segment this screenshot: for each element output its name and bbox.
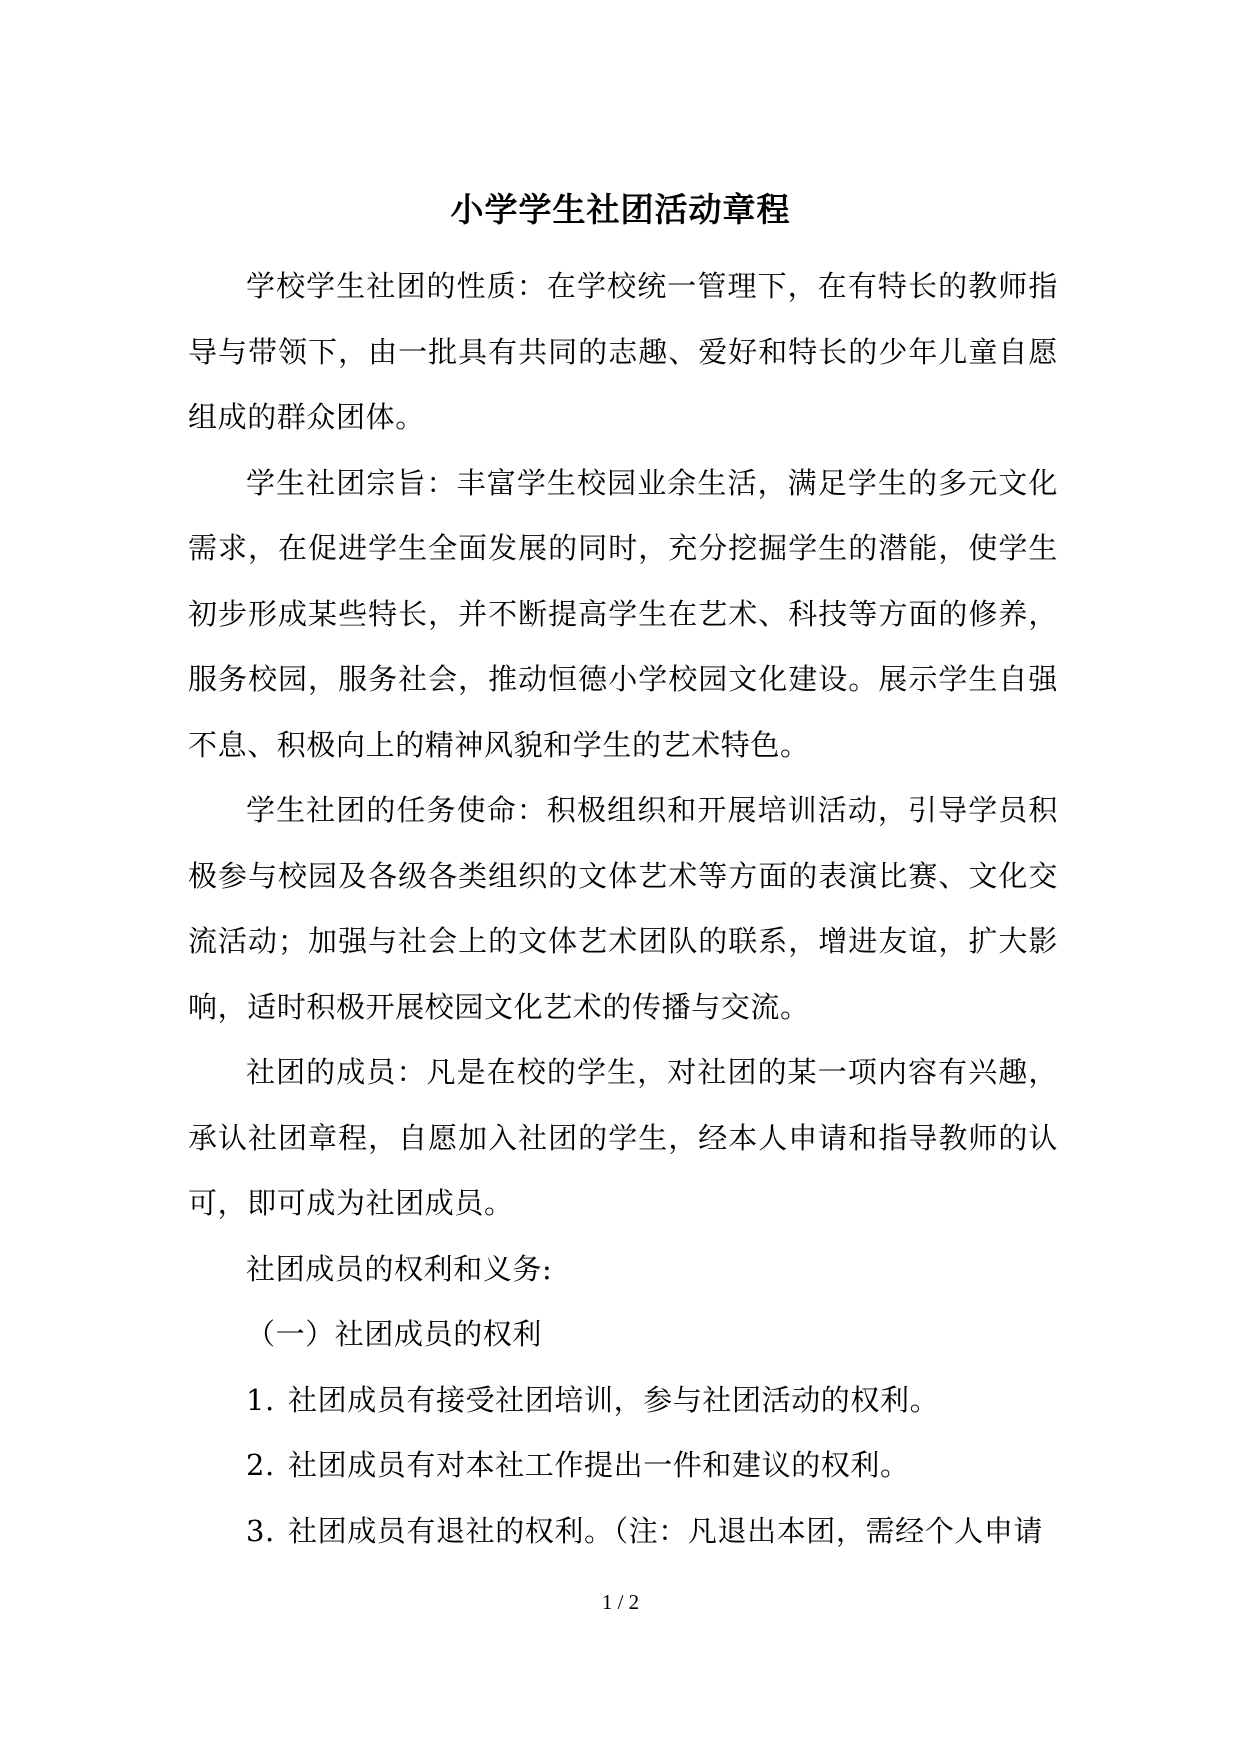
paragraph-purpose: 学生社团宗旨：丰富学生校园业余生活，满足学生的多元文化需求，在促进学生全面发展的同时，充分挖掘学生的潜能，使学生初步形成某些特长，并不断提高学生在艺术、科技等方面的修养，服务校园，服务社会，推动恒德小学校园文化建设。展示学生自强不息、积极向上的精神风貌和学生的艺术特色。 [188,465,1058,762]
paragraph-members: 社团的成员：凡是在校的学生，对社团的某一项内容有兴趣，承认社团章程，自愿加入社团的学生，经本人申请和指导教师的认可，即可成为社团成员。 [188,1055,1058,1220]
list-item-number: 3. [246,1513,275,1548]
rights-heading: 社团成员的权利和义务: [246,1251,553,1286]
list-item [188,1368,1058,1434]
list-item [188,1499,1058,1565]
document-body [188,254,1058,1564]
list-item-number: 1. [246,1382,275,1417]
list-item-number: 2. [246,1448,275,1482]
paragraph-nature: 学校学生社团的性质：在学校统一管理下，在有特长的教师指导与带领下，由一批具有共同的志趣、爱好和特长的少年儿童自愿组成的群众团体。 [188,269,1058,434]
list-item-text: 社团成员有对本社工作提出一件和建议的权利。 [288,1448,910,1482]
rights-subheading: （一）社团成员的权利 [246,1317,543,1351]
document-title: 小学学生社团活动章程 [450,190,791,229]
list-item-text: 社团成员有接受社团培训，参与社团活动的权利。 [288,1382,940,1417]
page-number: 1 / 2 [601,1590,640,1614]
paragraph-mission: 学生社团的任务使命：积极组织和开展培训活动，引导学员积极参与校园及各级各类组织的文体艺术等方面的表演比赛、文化交流活动；加强与社会上的文体艺术团队的联系，增进友谊，扩大影响，适时积极开展校园文化艺术的传播与交流。 [188,793,1058,1024]
list-item [188,1433,1058,1499]
list-item-text: 社团成员有退社的权利。（注：凡退出本团，需经个人申请 [288,1513,1044,1548]
